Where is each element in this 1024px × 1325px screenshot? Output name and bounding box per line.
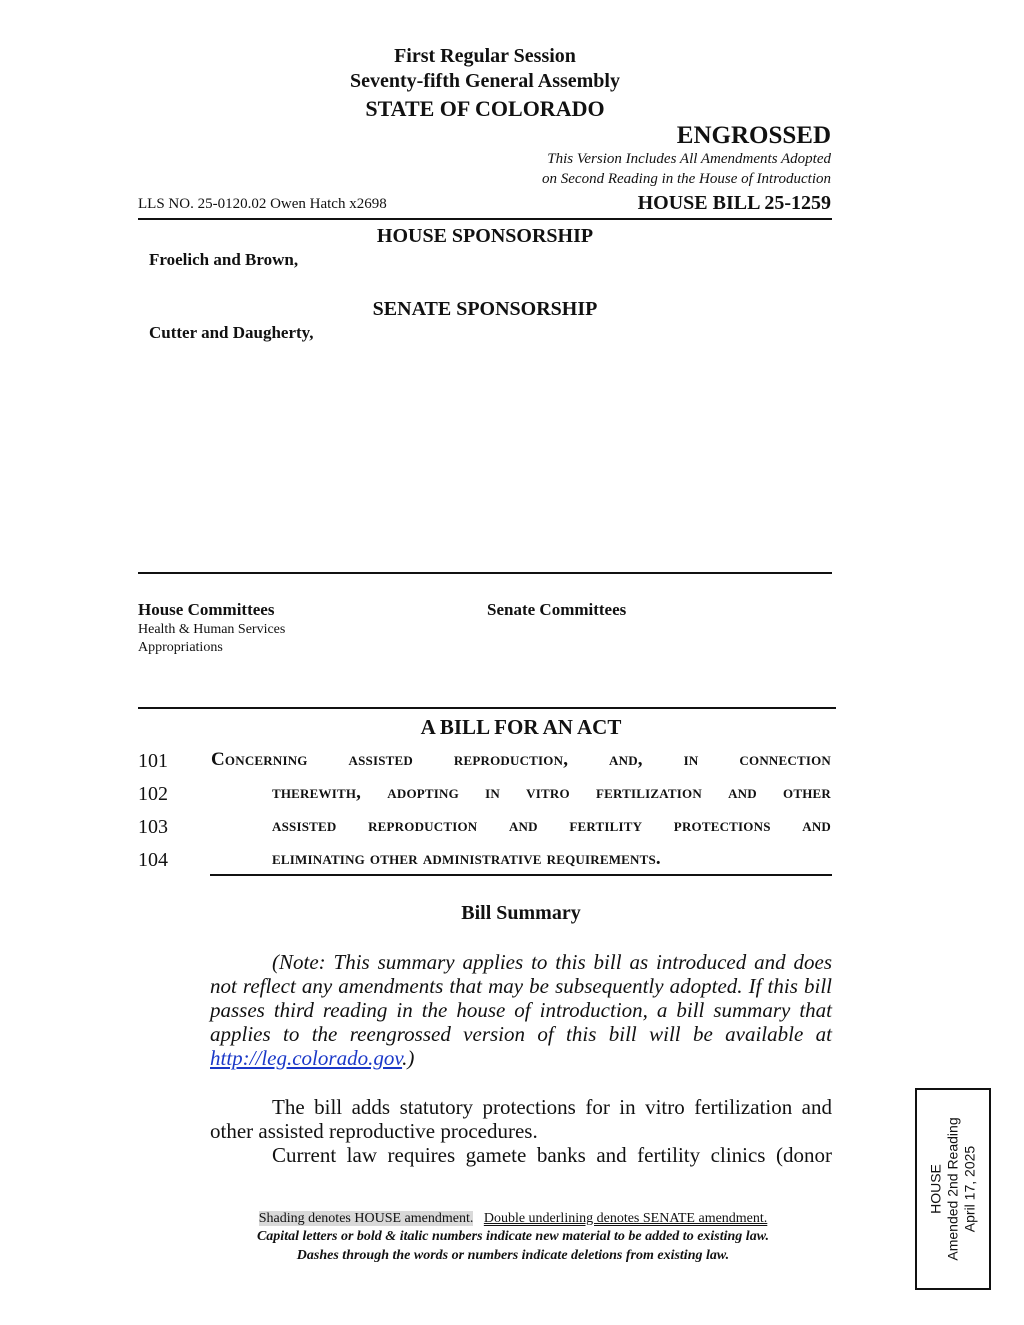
act-top-rule — [138, 707, 836, 709]
version-label: ENGROSSED — [676, 122, 831, 149]
stamp-text — [928, 1117, 979, 1260]
act-title-line: assisted reproduction and fertility protections and — [272, 815, 831, 836]
senate-sponsors: Cutter and Daugherty, — [149, 323, 314, 342]
version-note-1: This Version Includes All Amendments Adopted — [547, 151, 831, 167]
bill-number: HOUSE BILL 25-1259 — [637, 192, 831, 214]
summary-note-end: .) — [402, 1046, 415, 1070]
version-note-2: on Second Reading in the House of Introduction — [542, 171, 831, 187]
line-number: 103 — [138, 816, 168, 838]
act-title-line: therewith, adopting in vitro fertilization and other — [272, 782, 831, 803]
assembly-label: Seventy-fifth General Assembly — [350, 70, 620, 92]
session-label: First Regular Session — [394, 45, 576, 67]
summary-paragraph — [210, 1095, 832, 1143]
senate-committees-heading: Senate Committees — [487, 600, 627, 619]
amendment-stamp — [915, 1088, 991, 1290]
state-label: STATE OF COLORADO — [365, 96, 605, 121]
stamp-line: April 17, 2025 — [961, 1145, 978, 1233]
lls-number: LLS NO. 25-0120.02 Owen Hatch x2698 — [138, 196, 387, 212]
dashes-note: Dashes through the words or numbers indicate deletions from existing law. — [296, 1248, 730, 1263]
house-sponsorship-heading: HOUSE SPONSORSHIP — [376, 225, 594, 247]
line-number: 102 — [138, 783, 168, 805]
house-committees-heading: House Committees — [138, 600, 275, 619]
act-title-line: Concerning assisted reproduction, and, in connection — [211, 749, 831, 770]
committees-top-rule — [138, 572, 832, 574]
house-committee-item: Appropriations — [138, 640, 223, 655]
summary-paragraph-text: Current law requires gamete banks and fertility clinics (donor — [272, 1143, 832, 1167]
caps-note: Capital letters or bold & italic numbers indicate new material to be added to existing law. — [256, 1229, 770, 1244]
summary-heading: Bill Summary — [461, 902, 581, 924]
act-heading: A BILL FOR AN ACT — [420, 715, 622, 739]
act-title-line: eliminating other administrative requirements. — [272, 848, 661, 869]
underline-note: Double underlining denotes SENATE amendment. — [483, 1211, 768, 1226]
act-bottom-rule — [210, 874, 832, 876]
header-rule — [138, 218, 832, 220]
senate-sponsorship-heading: SENATE SPONSORSHIP — [372, 298, 598, 320]
summary-note-text: (Note: This summary applies to this bill as introduced and does not reflect any amendments that may be subsequently adopted. If this bill passes third reading in the house of introduction, a bill summary that applies to the reengrossed version of this bill will be available at — [210, 950, 832, 1046]
house-sponsors: Froelich and Brown, — [149, 250, 299, 269]
shading-note: Shading denotes HOUSE amendment. — [258, 1211, 474, 1226]
line-number: 104 — [138, 849, 168, 871]
footer-legend — [138, 1211, 888, 1227]
house-committee-item: Health & Human Services — [138, 622, 286, 637]
stamp-line: Amended 2nd Reading — [944, 1117, 961, 1261]
line-number: 101 — [138, 750, 168, 772]
summary-paragraph — [210, 1143, 832, 1167]
stamp-line: HOUSE — [927, 1164, 944, 1214]
leg-colorado-link[interactable]: http://leg.colorado.gov — [210, 1046, 403, 1070]
summary-paragraph-text: The bill adds statutory protections for in vitro fertilization and other assisted reproductive procedures. — [210, 1095, 832, 1143]
summary-note — [210, 950, 832, 1070]
